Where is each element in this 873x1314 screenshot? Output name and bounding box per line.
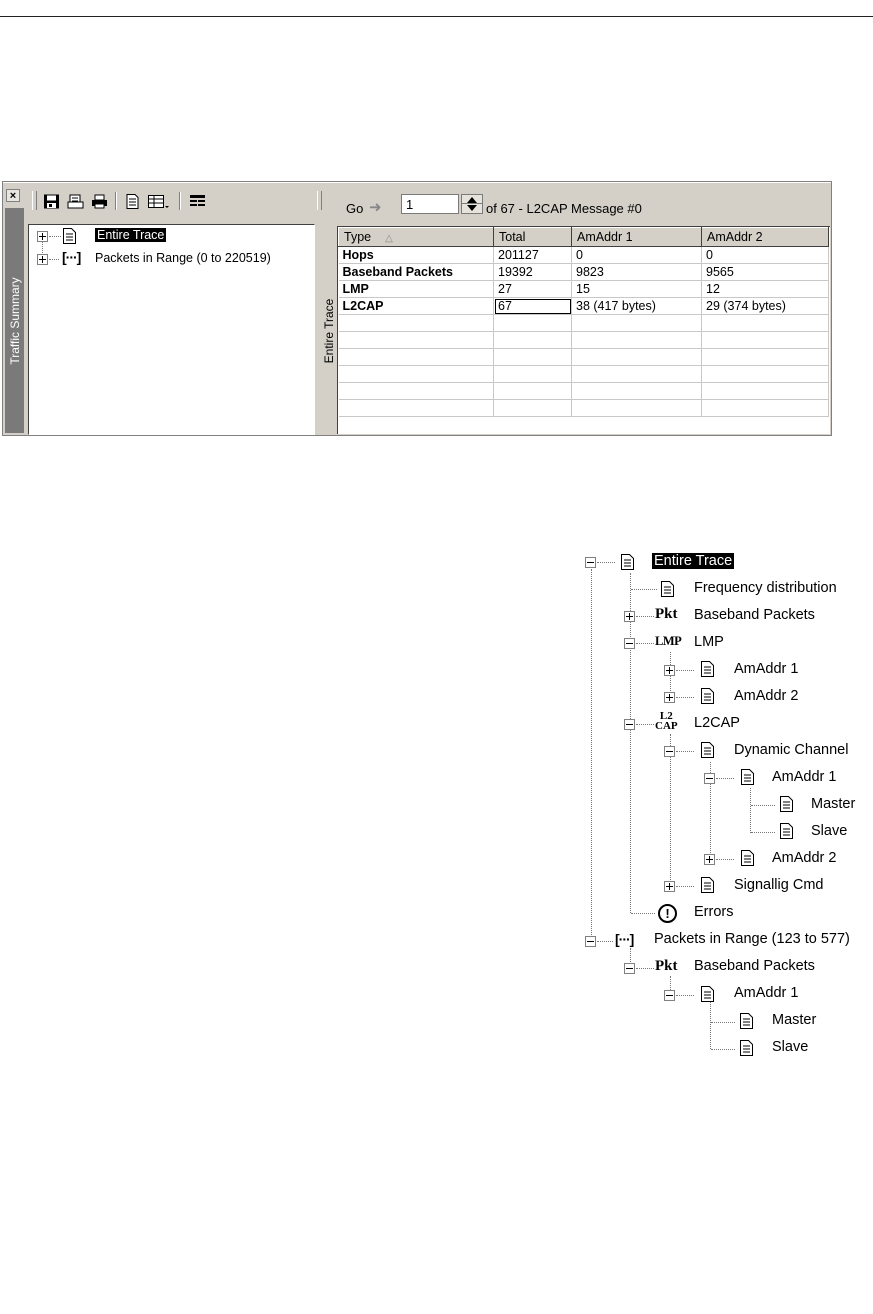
tree-node-dc-amaddr1[interactable]: AmAddr 1 bbox=[772, 769, 837, 785]
tree-node-baseband-packets[interactable]: Baseband Packets bbox=[694, 607, 815, 623]
tree-item-packets-in-range[interactable]: Packets in Range (0 to 220519) bbox=[95, 251, 271, 265]
expand-signalling-cmd-button[interactable] bbox=[664, 881, 675, 892]
document-icon bbox=[701, 742, 714, 758]
packet-icon: Pkt bbox=[655, 958, 678, 974]
collapse-packets-range-button[interactable] bbox=[585, 936, 596, 947]
table-row bbox=[339, 315, 829, 332]
page-number-input[interactable] bbox=[401, 194, 459, 214]
message-count-label: of 67 - L2CAP Message #0 bbox=[486, 201, 642, 216]
tree-node-dc-amaddr2[interactable]: AmAddr 2 bbox=[772, 850, 837, 866]
collapse-entire-trace-button[interactable] bbox=[585, 557, 596, 568]
document-icon bbox=[740, 1013, 753, 1029]
left-tree-pane bbox=[28, 224, 315, 435]
table-row[interactable]: Baseband Packets 19392 9823 9565 bbox=[339, 264, 829, 281]
lmp-icon: LMP bbox=[655, 634, 682, 648]
tree-node-master[interactable]: Master bbox=[811, 796, 856, 812]
packet-icon: Pkt bbox=[655, 606, 678, 622]
tree-node-errors[interactable]: Errors bbox=[694, 904, 734, 920]
tree-node-range-amaddr1[interactable]: AmAddr 1 bbox=[734, 985, 799, 1001]
error-icon: ! bbox=[658, 904, 677, 923]
tree-node-entire-trace[interactable]: Entire Trace bbox=[654, 553, 733, 569]
tree-node-l2cap[interactable]: L2CAP bbox=[694, 715, 740, 731]
layout-icon[interactable] bbox=[189, 194, 206, 209]
traffic-summary-label: Traffic Summary bbox=[7, 276, 22, 365]
table-row[interactable]: Hops 201127 0 0 bbox=[339, 247, 829, 264]
collapse-range-baseband-button[interactable] bbox=[624, 963, 635, 974]
close-button[interactable]: × bbox=[6, 189, 20, 202]
tree-item-entire-trace[interactable]: Entire Trace bbox=[97, 228, 165, 242]
table-icon[interactable] bbox=[148, 194, 170, 209]
tree-node-signalling-cmd[interactable]: Signallig Cmd bbox=[734, 877, 824, 893]
document-icon bbox=[701, 688, 714, 704]
document-icon bbox=[741, 769, 754, 785]
sort-ascending-icon: △ bbox=[385, 233, 393, 244]
table-row bbox=[339, 366, 829, 383]
expand-lmp-amaddr2-button[interactable] bbox=[664, 692, 675, 703]
table-row bbox=[339, 349, 829, 366]
table-row[interactable]: LMP 27 15 12 bbox=[339, 281, 829, 298]
traffic-summary-side-label bbox=[5, 208, 24, 433]
go-arrow-icon[interactable]: ➜ bbox=[369, 199, 382, 216]
column-header-amaddr2[interactable]: AmAddr 2 bbox=[702, 228, 829, 247]
document-icon bbox=[63, 228, 76, 244]
column-header-amaddr1[interactable]: AmAddr 1 bbox=[572, 228, 702, 247]
spin-down-icon[interactable] bbox=[467, 205, 477, 211]
expand-entire-trace-button[interactable] bbox=[37, 231, 48, 242]
tree-node-range-slave[interactable]: Slave bbox=[772, 1039, 809, 1055]
save-icon[interactable] bbox=[43, 194, 60, 209]
document-icon bbox=[701, 986, 714, 1002]
collapse-dc-amaddr1-button[interactable] bbox=[704, 773, 715, 784]
document-icon bbox=[701, 877, 714, 893]
selected-cell[interactable]: 67 bbox=[494, 298, 572, 315]
tree-node-range-master[interactable]: Master bbox=[772, 1012, 817, 1028]
collapse-l2cap-button[interactable] bbox=[624, 719, 635, 730]
column-header-total[interactable]: Total bbox=[494, 228, 572, 247]
page-spinner[interactable] bbox=[461, 194, 483, 214]
tree-node-range-baseband-packets[interactable]: Baseband Packets bbox=[694, 958, 815, 974]
collapse-dynamic-channel-button[interactable] bbox=[664, 746, 675, 757]
table-row bbox=[339, 332, 829, 349]
page-top-rule bbox=[0, 16, 873, 17]
table-row bbox=[339, 400, 829, 417]
document-icon bbox=[741, 850, 754, 866]
document-icon bbox=[701, 661, 714, 677]
tree-node-slave[interactable]: Slave bbox=[811, 823, 848, 839]
column-header-type[interactable]: Type △ bbox=[339, 228, 494, 247]
summary-grid bbox=[337, 226, 830, 434]
expand-packets-range-button[interactable] bbox=[37, 254, 48, 265]
entire-trace-side-label bbox=[320, 228, 337, 433]
expand-baseband-packets-button[interactable] bbox=[624, 611, 635, 622]
table-row[interactable]: L2CAP 67 38 (417 bytes) 29 (374 bytes) bbox=[339, 298, 829, 315]
expand-lmp-amaddr1-button[interactable] bbox=[664, 665, 675, 676]
page-icon[interactable] bbox=[124, 194, 141, 209]
range-bracket-icon: [···] bbox=[615, 931, 634, 947]
document-icon bbox=[661, 581, 674, 597]
tree-node-packets-in-range[interactable]: Packets in Range (123 to 577) bbox=[654, 931, 850, 947]
l2cap-icon: L2 CAP bbox=[655, 710, 678, 732]
expand-dc-amaddr2-button[interactable] bbox=[704, 854, 715, 865]
range-bracket-icon: [···] bbox=[62, 249, 81, 265]
document-icon bbox=[780, 796, 793, 812]
document-icon bbox=[740, 1040, 753, 1056]
tree-node-lmp-amaddr1[interactable]: AmAddr 1 bbox=[734, 661, 799, 677]
toolbar-grip[interactable] bbox=[32, 191, 37, 210]
print-preview-icon[interactable] bbox=[67, 194, 84, 209]
entire-trace-label: Entire Trace bbox=[321, 298, 336, 363]
tree-node-lmp-amaddr2[interactable]: AmAddr 2 bbox=[734, 688, 799, 704]
print-icon[interactable] bbox=[91, 194, 108, 209]
go-label[interactable]: Go bbox=[346, 201, 364, 216]
tree-node-lmp[interactable]: LMP bbox=[694, 634, 724, 650]
tree-node-dynamic-channel[interactable]: Dynamic Channel bbox=[734, 742, 849, 758]
collapse-range-amaddr1-button[interactable] bbox=[664, 990, 675, 1001]
collapse-lmp-button[interactable] bbox=[624, 638, 635, 649]
traffic-summary-window bbox=[2, 181, 832, 436]
document-icon bbox=[780, 823, 793, 839]
document-icon bbox=[621, 554, 634, 570]
tree-node-frequency-distribution[interactable]: Frequency distribution bbox=[694, 580, 837, 596]
table-row bbox=[339, 383, 829, 400]
